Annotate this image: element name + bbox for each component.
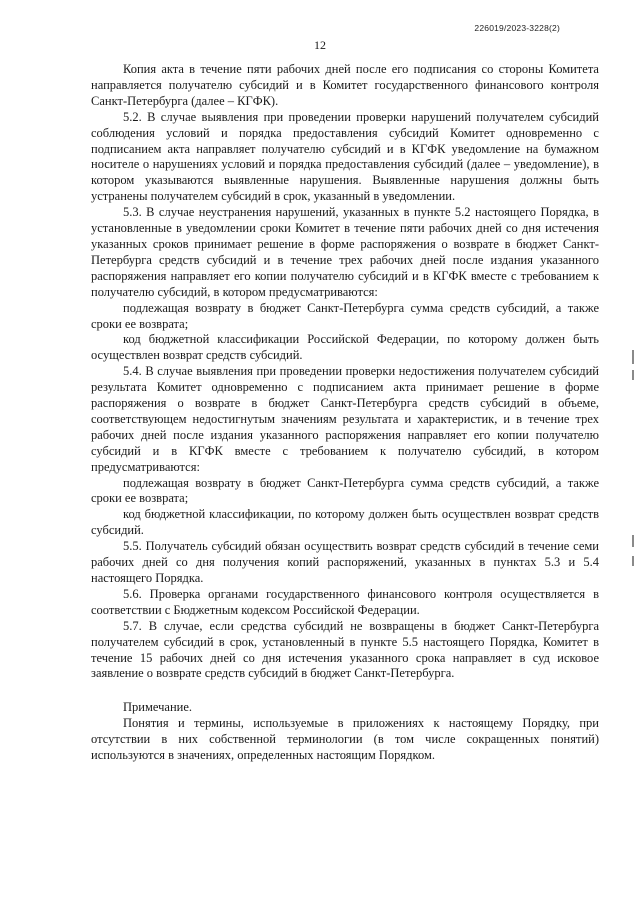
paragraph-5-2: 5.2. В случае выявления при проведении проверки нарушений получателем субсидий соблюдения условий и порядка предоставления субсидий Комитет одновременно с подписанием акта направляет получателю субсидий и в КГФК уведомление на бумажном носителе о нарушениях условий и порядка предоставления субсидий (далее – уведомление), в котором указываются выявленные нарушения. Выявленные нарушения должны быть устранены получателем субсидий в срок, указанный в уведомлении. [91, 109, 599, 204]
paragraph-5-4-amount: подлежащая возврату в бюджет Санкт-Петербурга сумма средств субсидий, а также сроки ее возврата; [91, 475, 599, 506]
document-id: 226019/2023-3228(2) [474, 23, 560, 33]
document-body [91, 62, 599, 764]
paragraph-5-4: 5.4. В случае выявления при проведении проверки недостижения получателем субсидий результата Комитет одновременно с подписанием акта принимает решение в форме распоряжения о возврате в бюджет Санкт-Петербурга средств субсидий в объеме, соответствующем недостигнутым значениям результата и характеристик, и в течение трех рабочих дней после издания указанного распоряжения направляет его копии получателю субсидий и в КГФК вместе с требованием к получателю субсидий, в котором предусматриваются: [91, 364, 599, 474]
note-title: Примечание. [123, 700, 193, 715]
paragraph-act-copy: Копия акта в течение пяти рабочих дней после его подписания со стороны Комитета направляется получателю субсидий и в Комитет государственного финансового контроля Санкт-Петербурга (далее – КГФК). [91, 62, 599, 108]
paragraph-5-7: 5.7. В случае, если средства субсидий не возвращены в бюджет Санкт-Петербурга получателем субсидий в срок, установленный в пункте 5.5 настоящего Порядка, Комитет в течение 15 рабочих дней со дня истечения указанного срока направляет в суд исковое заявление о возврате средств субсидий в бюджет Санкт-Петербурга. [91, 618, 599, 681]
paragraph-5-6: 5.6. Проверка органами государственного финансового контроля осуществляется в соответствии с Бюджетным кодексом Российской Федерации. [91, 586, 599, 617]
scan-artifact-mark [632, 350, 634, 364]
paragraph-5-3: 5.3. В случае неустранения нарушений, указанных в пункте 5.2 настоящего Порядка, в установленные в уведомлении сроки Комитет в течение пяти рабочих дней со дня истечения указанных сроков принимает решение в форме распоряжения о возврате в бюджет Санкт-Петербурга средств субсидий и в течение трех рабочих дней после издания указанного распоряжения направляет его копии получателю субсидий и в КГФК вместе с требованием к получателю субсидий, в котором предусматриваются: [91, 205, 599, 299]
paragraph-5-4-code: код бюджетной классификации, по которому должен быть осуществлен возврат средств субсидий. [91, 507, 599, 538]
note-text: Понятия и термины, используемые в приложениях к настоящему Порядку, при отсутствии в них собственной терминологии (в том числе сокращенных понятий) используются в значениях, определенных настоящим Порядком. [91, 716, 599, 763]
page-number: 12 [314, 38, 326, 52]
paragraph-5-3-code: код бюджетной классификации Российской Федерации, по которому должен быть осуществлен возврат средств субсидий. [91, 332, 599, 363]
scan-artifact-mark [632, 556, 634, 566]
scan-artifact-mark [632, 535, 634, 547]
scan-artifact-mark [632, 370, 634, 380]
paragraph-5-5: 5.5. Получатель субсидий обязан осуществить возврат средств субсидий в течение семи рабочих дней со дня получения копий распоряжений, указанных в пунктах 5.3 и 5.4 настоящего Порядка. [91, 539, 599, 585]
paragraph-5-3-amount: подлежащая возврату в бюджет Санкт-Петербурга сумма средств субсидий, а также сроки ее возврата; [91, 300, 599, 331]
